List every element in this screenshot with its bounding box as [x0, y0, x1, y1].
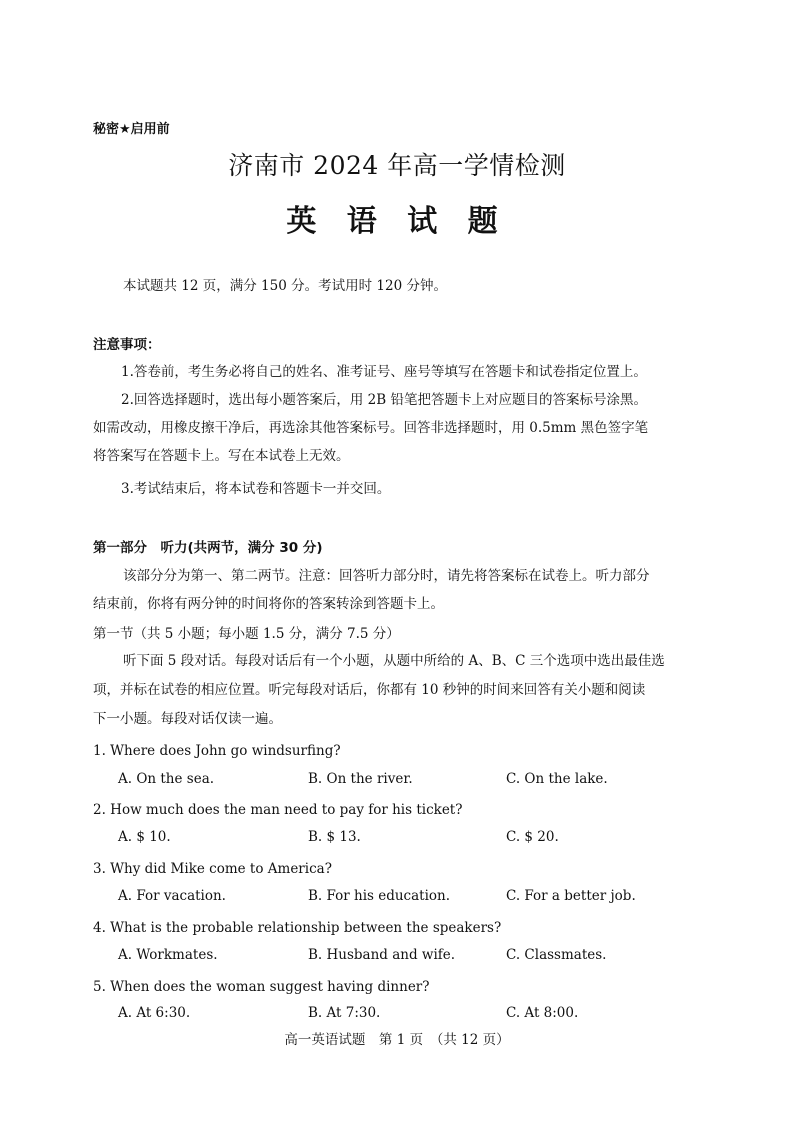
page-footer: 高一英语试题 第 1 页 （共 12 页） — [284, 1032, 510, 1048]
question-5: 5. When does the woman suggest having dinner? — [93, 979, 430, 995]
section1-line-3: 下一小题。每段对话仅读一遍。 — [93, 711, 282, 727]
exam-title: 济南市 2024 年高一学情检测 — [228, 151, 566, 180]
question-2: 2. How much does the man need to pay for his ticket? — [93, 802, 463, 818]
subject-title: 英 语 试 题 — [286, 204, 508, 239]
option-c: C. $ 20. — [506, 829, 559, 845]
section1-line-1: 听下面 5 段对话。每段对话后有一个小题，从题中所给的 A、B、C 三个选项中选出最佳选 — [123, 653, 665, 669]
option-b: B. $ 13. — [308, 829, 361, 845]
option-b: B. For his education. — [308, 888, 451, 904]
option-c: C. For a better job. — [506, 888, 636, 904]
question-3: 3. Why did Mike come to America? — [93, 861, 332, 877]
question-1: 1. Where does John go windsurfing? — [93, 743, 341, 759]
option-a: A. At 6:30. — [118, 1005, 191, 1021]
notice-item-2-line-2: 如需改动，用橡皮擦干净后，再选涂其他答案标号。回答非选择题时，用 0.5mm 黑色签字笔 — [93, 420, 649, 436]
notice-item-3: 3.考试结束后，将本试卷和答题卡一并交回。 — [121, 481, 391, 497]
part1-heading: 第一部分 听力(共两节，满分 30 分) — [93, 540, 323, 556]
option-a: A. For vacation. — [118, 888, 226, 904]
exam-intro: 本试题共 12 页，满分 150 分。考试用时 120 分钟。 — [123, 278, 447, 294]
notice-item-1: 1.答卷前，考生务必将自己的姓名、准考证号、座号等填写在答题卡和试卷指定位置上。 — [121, 364, 647, 380]
option-a: A. On the sea. — [118, 771, 215, 787]
question-4: 4. What is the probable relationship between the speakers? — [93, 920, 502, 936]
notice-item-2-line-3: 将答案写在答题卡上。写在本试卷上无效。 — [93, 448, 350, 464]
option-c: C. Classmates. — [506, 947, 607, 963]
part1-desc-line-2: 结束前，你将有两分钟的时间将你的答案转涂到答题卡上。 — [93, 596, 444, 612]
option-a: A. Workmates. — [118, 947, 218, 963]
part1-desc-line-1: 该部分分为第一、第二两节。注意：回答听力部分时，请先将答案标在试卷上。听力部分 — [123, 568, 650, 584]
option-b: B. At 7:30. — [308, 1005, 381, 1021]
notice-item-2-line-1: 2.回答选择题时，选出每小题答案后，用 2B 铅笔把答题卡上对应题目的答案标号涂黑。 — [121, 392, 647, 408]
option-a: A. $ 10. — [118, 829, 171, 845]
option-b: B. Husband and wife. — [308, 947, 456, 963]
option-b: B. On the river. — [308, 771, 413, 787]
option-c: C. On the lake. — [506, 771, 608, 787]
notice-heading: 注意事项： — [93, 337, 161, 353]
section1-heading: 第一节（共 5 小题；每小题 1.5 分，满分 7.5 分） — [93, 626, 400, 642]
section1-line-2: 项，并标在试卷的相应位置。听完每段对话后，你都有 10 秒钟的时间来回答有关小题和阅读 — [93, 682, 646, 698]
option-c: C. At 8:00. — [506, 1005, 579, 1021]
confidential-label: 秘密★启用前 — [93, 122, 170, 137]
